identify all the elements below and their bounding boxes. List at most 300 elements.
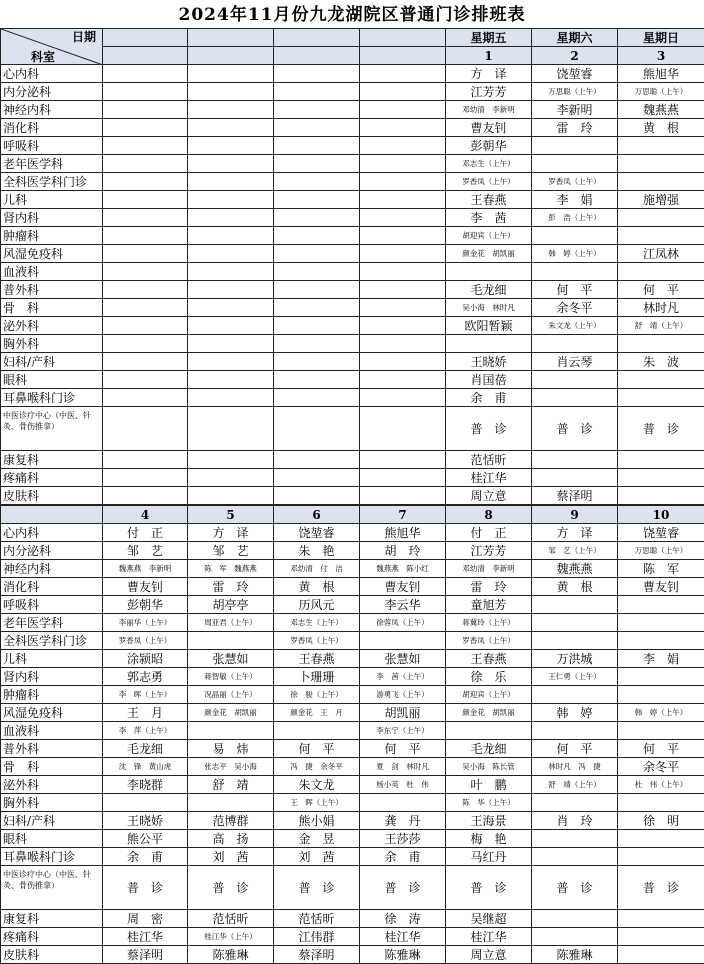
dept-name: 全科医学科门诊 [1,173,103,191]
schedule-row [1,101,704,119]
empty-cell [360,281,446,299]
empty-cell [274,191,360,209]
schedule-row [1,928,704,946]
schedule-row [1,794,704,812]
doctor-cell: 林时凡 冯 捷 [532,758,618,776]
empty-cell [360,487,446,505]
empty-cell [360,371,446,389]
schedule-row [1,812,704,830]
doctor-cell: 韩 婷（上午） [532,245,618,263]
doctor-cell: 马红丹 [446,848,532,866]
doctor-cell [532,137,618,155]
doctor-cell: 江芳芳 [446,83,532,101]
doctor-cell: 黄 根 [274,578,360,596]
empty-cell [274,83,360,101]
empty-cell [103,469,188,487]
empty-cell [188,209,274,227]
dept-name: 全科医学科门诊 [1,632,103,650]
doctor-cell: 王晓娇 [446,353,532,371]
empty-cell [103,263,188,281]
doctor-cell: 李东宁（上午） [360,722,446,740]
doctor-cell [618,209,704,227]
doctor-cell: 王春燕 [446,191,532,209]
schedule-row [1,668,704,686]
dept-name: 眼科 [1,830,103,848]
doctor-cell: 邓志生（上午） [274,614,360,632]
empty-cell [188,65,274,83]
empty-cell [188,245,274,263]
date-number-header: 6 [274,506,360,524]
doctor-cell [188,722,274,740]
doctor-cell: 邓志生（上午） [446,155,532,173]
doctor-cell: 舒 靖 [188,776,274,794]
date-number-header: 3 [618,47,704,65]
date-dept-header [1,29,103,65]
doctor-cell: 陈 军 [618,560,704,578]
doctor-cell: 胡 玲 [360,542,446,560]
doctor-cell: 肖国蓓 [446,371,532,389]
doctor-cell: 方 译 [446,65,532,83]
dept-name: 儿科 [1,650,103,668]
doctor-cell: 刘 茜 [188,848,274,866]
page-title: 2024年11月份九龙湖院区普通门诊排班表 [0,0,704,28]
dept-name: 血液科 [1,263,103,281]
doctor-cell: 万思聪（上午） [532,83,618,101]
doctor-cell: 熊公平 [103,830,188,848]
dept-name: 泌外科 [1,776,103,794]
empty-cell [103,371,188,389]
dept-name: 骨 科 [1,758,103,776]
doctor-cell: 徐 乐 [446,668,532,686]
doctor-cell: 毛龙细 [103,740,188,758]
doctor-cell: 吴小海 陈长管 [446,758,532,776]
doctor-cell: 历风元 [274,596,360,614]
doctor-cell: 韩 婷 [532,704,618,722]
doctor-cell [103,794,188,812]
doctor-cell: 何 平 [360,740,446,758]
doctor-cell: 张志平 吴小海 [188,758,274,776]
empty-cell [360,155,446,173]
doctor-cell: 涂颍昭 [103,650,188,668]
empty-cell [360,335,446,353]
empty-cell [103,155,188,173]
doctor-cell: 普 诊 [446,407,532,451]
doctor-cell: 刘 茜 [274,848,360,866]
doctor-cell: 王 晖（上午） [274,794,360,812]
schedule-row [1,469,704,487]
doctor-cell: 毛龙细 [446,740,532,758]
schedule-row [1,686,704,704]
empty-cell [103,137,188,155]
schedule-row [1,758,704,776]
dept-name: 中医诊疗中心（中医、针灸、骨伤推拿） [1,866,103,910]
doctor-cell: 江伟群 [274,928,360,946]
doctor-cell: 杨小英 杜 伟 [360,776,446,794]
doctor-cell [618,794,704,812]
dept-name: 老年医学科 [1,155,103,173]
doctor-cell [618,227,704,245]
schedule-row [1,596,704,614]
empty-cell [274,487,360,505]
schedule-row [1,740,704,758]
empty-cell [188,299,274,317]
doctor-cell [532,451,618,469]
doctor-cell: 蔡泽明 [103,946,188,964]
doctor-cell: 曹友钊 [103,578,188,596]
schedule-row [1,560,704,578]
dept-name: 康复科 [1,910,103,928]
schedule-row [1,245,704,263]
empty-cell [274,227,360,245]
dept-name: 疼痛科 [1,928,103,946]
doctor-cell: 李云华 [360,596,446,614]
schedule-row [1,281,704,299]
schedule-row [1,542,704,560]
empty-cell [360,389,446,407]
empty-cell [188,407,274,451]
doctor-cell [618,263,704,281]
doctor-cell: 胡亭亭 [188,596,274,614]
doctor-cell [618,469,704,487]
empty-cell [103,83,188,101]
doctor-cell [532,155,618,173]
doctor-cell [532,686,618,704]
doctor-cell: 邓幼清 付 洁 [274,560,360,578]
empty-cell [274,299,360,317]
doctor-cell: 易 炜 [188,740,274,758]
empty-cell [188,101,274,119]
schedule-row [1,614,704,632]
empty-cell [274,353,360,371]
doctor-cell: 冯 捷 余冬平 [274,758,360,776]
doctor-cell [532,848,618,866]
doctor-cell: 周立意 [446,946,532,964]
date-number-header: 8 [446,506,532,524]
empty-cell [360,65,446,83]
empty-header-cell [360,29,446,47]
dept-name: 心内科 [1,65,103,83]
doctor-cell: 江凤林 [618,245,704,263]
doctor-cell: 朱文龙（上午） [532,317,618,335]
empty-cell [188,173,274,191]
empty-cell [188,469,274,487]
dept-name: 皮肤科 [1,487,103,505]
dept-name: 妇科/产科 [1,353,103,371]
empty-cell [360,353,446,371]
doctor-cell: 蒋冀玲（上午） [446,614,532,632]
weekday-header: 星期五 [446,29,532,47]
doctor-cell: 张慧如 [188,650,274,668]
doctor-cell: 付 正 [446,524,532,542]
doctor-cell: 余 甫 [446,389,532,407]
doctor-cell [532,614,618,632]
empty-cell [103,245,188,263]
dept-name: 耳鼻喉科门诊 [1,848,103,866]
schedule-row [1,335,704,353]
weekday-header: 星期六 [532,29,618,47]
doctor-cell: 李新明 [532,101,618,119]
doctor-cell: 张慧如 [360,650,446,668]
dept-name: 内分泌科 [1,542,103,560]
doctor-cell: 施增强 [618,191,704,209]
doctor-cell: 吴继超 [446,910,532,928]
dept-name: 神经内科 [1,560,103,578]
doctor-cell: 李丽华（上午） [103,614,188,632]
doctor-cell: 夏 剑 林时凡 [360,758,446,776]
doctor-cell: 叶 鹏 [446,776,532,794]
doctor-cell [532,632,618,650]
dept-label: 科室 [31,49,55,65]
dept-name: 呼吸科 [1,596,103,614]
date-number-header: 9 [532,506,618,524]
doctor-cell [618,928,704,946]
doctor-cell: 余 甫 [360,848,446,866]
schedule-row [1,137,704,155]
doctor-cell: 童旭芳 [446,596,532,614]
doctor-cell [532,227,618,245]
date-number-header: 4 [103,506,188,524]
empty-cell [103,65,188,83]
doctor-cell: 毛龙细 [446,281,532,299]
date-number-header: 10 [618,506,704,524]
schedule-row [1,191,704,209]
dept-name: 风湿免疫科 [1,245,103,263]
schedule-row [1,910,704,928]
empty-cell [103,101,188,119]
schedule-row [1,83,704,101]
schedule-row [1,776,704,794]
empty-cell [188,487,274,505]
weekday-header: 星期日 [618,29,704,47]
doctor-cell: 吴小海 林时凡 [446,299,532,317]
doctor-cell: 朱 波 [618,353,704,371]
dept-name: 泌外科 [1,317,103,335]
doctor-cell: 李 娟 [532,191,618,209]
doctor-cell [188,632,274,650]
empty-header-cell [274,47,360,65]
schedule-row [1,263,704,281]
doctor-cell: 李 晖（上午） [103,686,188,704]
doctor-cell [618,830,704,848]
dept-name: 心内科 [1,524,103,542]
doctor-cell: 肖 玲 [532,812,618,830]
empty-cell [274,335,360,353]
empty-cell [103,173,188,191]
empty-cell [360,469,446,487]
empty-cell [360,137,446,155]
doctor-cell: 方 译 [188,524,274,542]
empty-cell [274,173,360,191]
dept-name: 肾内科 [1,209,103,227]
schedule-row [1,299,704,317]
doctor-cell: 彭 浩（上午） [532,209,618,227]
dept-name: 普外科 [1,740,103,758]
doctor-cell: 普 诊 [103,866,188,910]
doctor-cell: 舒 靖（上午） [532,776,618,794]
empty-cell [274,451,360,469]
empty-cell [103,299,188,317]
doctor-cell: 余冬平 [618,758,704,776]
empty-cell [360,191,446,209]
empty-header-cell [103,47,188,65]
doctor-cell: 付 正 [103,524,188,542]
schedule-row [1,650,704,668]
doctor-cell: 何 平 [532,281,618,299]
doctor-cell: 颜金花 胡凯丽 [446,704,532,722]
doctor-cell: 曹友钊 [446,119,532,137]
doctor-cell: 陈 华（上午） [446,794,532,812]
empty-cell [360,227,446,245]
doctor-cell: 范恬昕 [274,910,360,928]
empty-cell [103,353,188,371]
empty-cell [188,137,274,155]
doctor-cell: 王晓娇 [103,812,188,830]
doctor-cell: 颜金花 胡凯丽 [446,245,532,263]
empty-header-cell [103,29,188,47]
doctor-cell: 肖云琴 [532,353,618,371]
empty-cell [360,263,446,281]
dept-name: 内分泌科 [1,83,103,101]
doctor-cell [618,946,704,964]
doctor-cell [360,794,446,812]
doctor-cell: 邓幼清 李新明 [446,101,532,119]
doctor-cell: 熊旭华 [360,524,446,542]
empty-cell [360,407,446,451]
schedule-row [1,946,704,964]
doctor-cell [618,155,704,173]
empty-cell [274,65,360,83]
empty-cell [188,83,274,101]
doctor-cell: 王 月 [103,704,188,722]
doctor-cell: 魏燕燕 陈小红 [360,560,446,578]
doctor-cell [618,335,704,353]
doctor-cell: 罗香凤（上午） [532,173,618,191]
empty-cell [274,389,360,407]
schedule-row [1,632,704,650]
doctor-cell [446,722,532,740]
doctor-cell: 饶堃睿 [274,524,360,542]
empty-cell [103,209,188,227]
dept-name: 康复科 [1,451,103,469]
doctor-cell: 游勇飞（上午） [360,686,446,704]
doctor-cell [618,487,704,505]
schedule-row [1,451,704,469]
doctor-cell: 王莎莎 [360,830,446,848]
doctor-cell [618,596,704,614]
doctor-cell: 桂江华 [446,469,532,487]
doctor-cell: 雷 玲 [532,119,618,137]
dept-name: 骨 科 [1,299,103,317]
doctor-cell [532,596,618,614]
dept-name: 儿科 [1,191,103,209]
doctor-cell: 黄 根 [532,578,618,596]
doctor-cell [532,389,618,407]
doctor-cell [446,263,532,281]
doctor-cell: 高 扬 [188,830,274,848]
empty-cell [103,335,188,353]
empty-cell [274,407,360,451]
dept-name: 风湿免疫科 [1,704,103,722]
doctor-cell [618,686,704,704]
empty-cell [360,245,446,263]
doctor-cell [618,371,704,389]
doctor-cell: 徐 涛 [360,910,446,928]
doctor-cell [532,263,618,281]
doctor-cell: 普 诊 [446,866,532,910]
doctor-cell: 普 诊 [188,866,274,910]
doctor-cell: 王春燕 [446,650,532,668]
doctor-cell [532,928,618,946]
schedule-row [1,704,704,722]
doctor-cell [532,830,618,848]
schedule-row [1,209,704,227]
dept-name: 消化科 [1,578,103,596]
dept-name: 神经内科 [1,101,103,119]
dept-name: 肿瘤科 [1,686,103,704]
doctor-cell: 李 茜 [446,209,532,227]
doctor-cell: 彭朝华 [446,137,532,155]
empty-cell [103,451,188,469]
doctor-cell: 普 诊 [532,866,618,910]
schedule-row [1,848,704,866]
doctor-cell: 魏燕燕 [618,101,704,119]
doctor-cell [618,137,704,155]
doctor-cell: 徐 明 [618,812,704,830]
dept-name: 中医诊疗中心（中医、针灸、骨伤推拿） [1,407,103,451]
empty-cell [274,155,360,173]
empty-cell [360,173,446,191]
doctor-cell: 李 萍（上午） [103,722,188,740]
doctor-cell: 万洪城 [532,650,618,668]
doctor-cell: 熊旭华 [618,65,704,83]
empty-cell [188,451,274,469]
empty-cell [360,317,446,335]
schedule-row [1,407,704,451]
schedule-week2 [0,505,704,964]
doctor-cell: 饶堃睿 [532,65,618,83]
doctor-cell [618,451,704,469]
doctor-cell [446,335,532,353]
empty-cell [274,371,360,389]
empty-cell [274,245,360,263]
empty-cell [188,191,274,209]
doctor-cell: 邹 艺（上午） [532,542,618,560]
empty-cell [274,469,360,487]
doctor-cell [360,632,446,650]
doctor-cell: 普 诊 [532,407,618,451]
doctor-cell: 陈雅琳 [532,946,618,964]
dept-name: 肿瘤科 [1,227,103,245]
doctor-cell: 罗香凤（上午） [103,632,188,650]
doctor-cell: 胡凯丽 [360,704,446,722]
doctor-cell: 罗香凤（上午） [446,173,532,191]
doctor-cell: 熊小娟 [274,812,360,830]
empty-header-cell [274,29,360,47]
doctor-cell: 曹友钊 [618,578,704,596]
empty-cell [274,209,360,227]
doctor-cell: 普 诊 [618,866,704,910]
doctor-cell: 朱文龙 [274,776,360,794]
doctor-cell: 龚 丹 [360,812,446,830]
dept-name: 胸外科 [1,335,103,353]
doctor-cell: 朱 艳 [274,542,360,560]
doctor-cell [532,794,618,812]
schedule-row [1,119,704,137]
empty-header-cell [360,47,446,65]
doctor-cell: 王海景 [446,812,532,830]
empty-cell [103,119,188,137]
empty-cell [103,407,188,451]
